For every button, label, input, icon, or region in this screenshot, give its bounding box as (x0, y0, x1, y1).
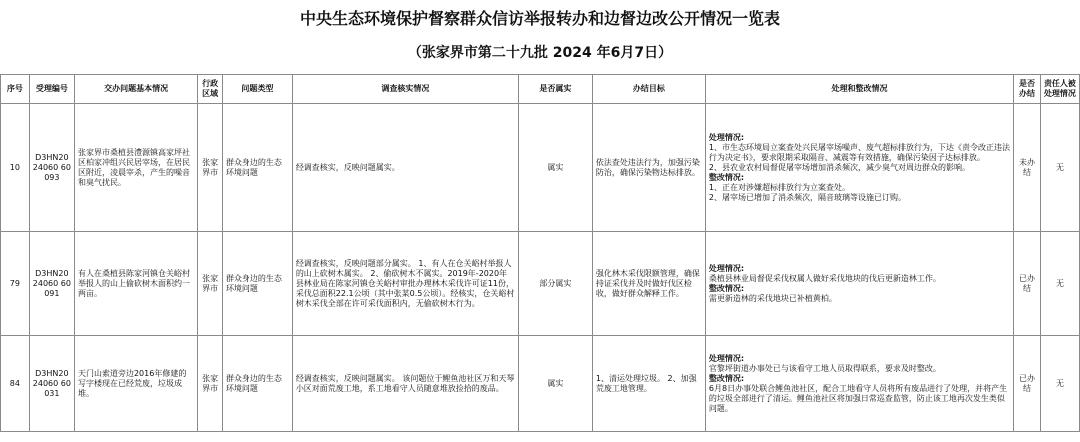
cell-done: 未办结 (1014, 104, 1041, 232)
handling-section-title: 处理情况: (708, 353, 745, 363)
table-row (1, 336, 1080, 432)
cell-region: 张家界市 (198, 336, 223, 432)
rectify-section-title: 整改情况: (708, 283, 745, 293)
header-done: 是否办结 (1014, 75, 1041, 104)
cell-true-flag: 属实 (518, 104, 592, 232)
cell-punish: 无 (1040, 232, 1079, 336)
handling-section-title: 处理情况: (708, 132, 745, 142)
header-type: 问题类型 (222, 75, 292, 104)
cell-seq: 84 (1, 336, 30, 432)
handling-line: 官黎坪街道办事处已与该看守工地人员取得联系，要求及时整改。 (708, 363, 941, 373)
header-seq: 序号 (1, 75, 30, 104)
cell-handling (705, 104, 1013, 232)
rectify-line: 需更新造林的采伐地块已补植黄柏。 (708, 293, 837, 303)
cell-handling (705, 336, 1013, 432)
header-true-flag: 是否属实 (518, 75, 592, 104)
cell-seq: 79 (1, 232, 30, 336)
rectify-section-title: 整改情况: (708, 172, 745, 182)
table-row (1, 232, 1080, 336)
cell-region: 张家界市 (198, 232, 223, 336)
cell-code: D3HN2024060 60031 (29, 336, 74, 432)
table-header-row (1, 75, 1080, 104)
cell-done: 已办结 (1014, 336, 1041, 432)
cell-type: 群众身边的生态环境问题 (222, 232, 292, 336)
header-region: 行政区域 (198, 75, 223, 104)
cell-issue: 张家界市桑植县澧源镇高家坪社区柏家冲组兴民居宰场，在居民区附近，凌晨宰杀，产生的噪音和臭气扰民。 (74, 104, 197, 232)
header-code: 受理编号 (29, 75, 74, 104)
cell-handling (705, 232, 1013, 336)
table-row (1, 104, 1080, 232)
cell-type: 群众身边的生态环境问题 (222, 104, 292, 232)
handling-line: 1、市生态环境局立案查处兴民屠宰场噪声、废气超标排放行为，下达《责令改正违法行为决定书》，要求限期采取隔音、减震等有效措施，确保污染因子达标排放。 (708, 142, 1010, 162)
handling-line: 桑植县林业局督促采伐权属人做好采伐地块的伐后更新造林工作。 (708, 273, 941, 283)
cell-code: D3HN2024060 60091 (29, 232, 74, 336)
rectify-line: 2、屠宰场已增加了消杀频次，隔音玻璃等设施已订购。 (708, 192, 906, 202)
cell-true-flag: 部分属实 (518, 232, 592, 336)
header-issue: 交办问题基本情况 (74, 75, 197, 104)
page-subtitle: （张家界市第二十九批 2024 年6月7日） (407, 45, 673, 61)
cell-issue: 有人在桑植县陈家河镇仓关峪村举报人的山上偷砍树木面积约一两亩。 (74, 232, 197, 336)
cell-done: 已办结 (1014, 232, 1041, 336)
rectify-section-title: 整改情况: (708, 373, 745, 383)
cell-true-flag: 属实 (518, 336, 592, 432)
cell-goal: 强化林木采伐限额管理，确保持证采伐并及时做好伐区检收，做好群众解释工作。 (592, 232, 705, 336)
handling-line: 2、县农业农村局督促屠宰场增加消杀频次，减少臭气对周边群众的影响。 (708, 162, 970, 172)
cell-punish: 无 (1040, 336, 1079, 432)
cell-investigation: 经调查核实，反映问题属实。 该问题位于鲤鱼池社区万和天琴小区对面荒废工地，系工地看守人员随意堆放捡拾的废品。 (292, 336, 518, 432)
cell-punish: 无 (1040, 104, 1079, 232)
cell-region: 张家界市 (198, 104, 223, 232)
header-handling: 处理和整改情况 (705, 75, 1013, 104)
header-investigation: 调查核实情况 (292, 75, 518, 104)
cell-goal: 依法查处违法行为，加强污染防治，确保污染物达标排放。 (592, 104, 705, 232)
report-table (0, 74, 1080, 432)
rectify-line: 6月8日办事处联合鲤鱼池社区，配合工地看守人员将所有废品进行了处理，并将产生的垃圾全部进行了清运。鲤鱼池社区将加强日常巡查监管，防止该工地再次发生类似问题。 (708, 383, 1008, 413)
cell-type: 群众身边的生态环境问题 (222, 336, 292, 432)
cell-investigation: 经调查核实，反映问题属实。 (292, 104, 518, 232)
page-title: 中央生态环境保护督察群众信访举报转办和边督边改公开情况一览表 (299, 9, 780, 28)
rectify-line: 1、正在对涉嫌超标排放行为立案查处。 (708, 182, 850, 192)
handling-section-title: 处理情况: (708, 263, 745, 273)
cell-seq: 10 (1, 104, 30, 232)
cell-code: D3HN2024060 60093 (29, 104, 74, 232)
cell-investigation: 经调查核实，反映问题部分属实。 1、有人在仓关峪村举报人的山上砍树木属实。 2、偷砍树木不属实。2019年-2020年县林业局在陈家河镇仓关峪村审批办理林木采伐许可证11份，采伐总面积22.1公顷（其中张某0.5公顷）。经核实，仓关峪村树木采伐全部在许可采伐面积内，无偷砍树木行为。 (292, 232, 518, 336)
header-goal: 办结目标 (592, 75, 705, 104)
cell-goal: 1、清运处理垃圾。 2、加强荒废工地管理。 (592, 336, 705, 432)
header-punish: 责任人被处理情况 (1040, 75, 1079, 104)
cell-issue: 天门山索道旁边2016年修建的写字楼现在已经荒废，垃圾成堆。 (74, 336, 197, 432)
